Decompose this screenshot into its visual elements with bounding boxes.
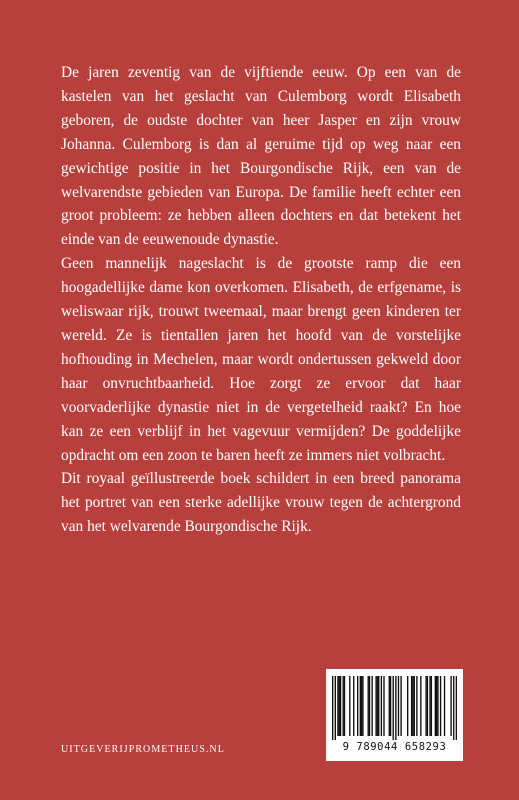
barcode-bar xyxy=(429,676,430,736)
blurb-text xyxy=(61,61,461,539)
barcode-bar xyxy=(344,676,345,736)
barcode-bar xyxy=(398,676,399,736)
barcode-bar xyxy=(390,676,391,736)
publisher-url: UITGEVERIJPROMETHEUS.NL xyxy=(61,744,225,755)
barcode-bar xyxy=(368,676,369,736)
barcode-bar xyxy=(414,676,415,736)
barcode-bar xyxy=(425,676,426,736)
blurb-paragraph: Dit royaal geïllustreerde boek schildert in een breed panorama het portret van een sterke adellijke vrouw tegen de achtergrond van het welvarende Bourgondische Rijk. xyxy=(61,470,461,536)
barcode-bar xyxy=(456,676,457,740)
barcode-bar xyxy=(332,676,333,740)
barcode-bar xyxy=(349,676,350,736)
barcode-bar xyxy=(371,676,372,736)
barcode-bar xyxy=(337,676,338,736)
barcode-bar xyxy=(375,676,376,736)
blurb-paragraph: De jaren zeventig van de vijftiende eeuw. Op een van de kastelen van het geslacht van Culemborg wordt Elisabeth geboren, de oudste dochter van heer Jasper en zijn vrouw Johanna. Culemborg is dan al geruime tijd op weg naar een gewichtige positie in het Bourgondische Rijk, een van de welvarendste gebieden van Europa. De familie heeft echter een groot probleem: ze hebben alleen dochters en dat betekent het einde van de eeuwenoude dynastie. xyxy=(61,64,461,249)
barcode-bar xyxy=(444,676,445,736)
barcode-bar xyxy=(407,676,408,736)
blurb-paragraph: Geen mannelijk nageslacht is de grootste ramp die een hoogadellijke dame kon overkomen. Elisabeth, de erfgename, is weliswaar rijk, trouwt tweemaal, maar brengt geen kinderen ter wereld. Ze is tientallen jaren het hoofd van de vorstelijke hofhouding in Mechelen, maar wordt ondertussen gekweld door haar onvruchtbaarheid. Hoe zorgt ze ervoor dat haar voorvaderlijke dynastie niet in de vergetelheid raakt? En hoe kan ze een verblijf in het vagevuur vermijden? De goddelijke opdracht om een zoon te baren heeft ze immers niet volbracht. xyxy=(61,255,461,464)
barcode-bar xyxy=(378,676,379,736)
barcode-bar xyxy=(435,676,436,736)
barcode-bar xyxy=(436,676,437,736)
barcode-bar xyxy=(362,676,363,736)
barcode-bar xyxy=(360,676,361,736)
barcode-bar xyxy=(420,676,421,736)
barcode-bar xyxy=(335,676,336,740)
barcode-bar xyxy=(431,676,432,736)
barcode-bar xyxy=(361,676,362,736)
barcode-bar xyxy=(395,676,396,740)
barcode-bar xyxy=(450,676,451,736)
barcode-bar xyxy=(411,676,412,736)
barcode-bar xyxy=(343,676,344,736)
barcode-bar xyxy=(453,676,454,740)
isbn-barcode xyxy=(326,669,463,761)
barcode-bar xyxy=(377,676,378,736)
barcode-bar xyxy=(412,676,413,736)
barcode-bar xyxy=(416,676,417,736)
barcode-bar xyxy=(339,676,340,736)
isbn-number: 9 789044 658293 xyxy=(342,741,447,753)
barcode-bar xyxy=(393,676,394,740)
barcode-bars xyxy=(332,676,457,740)
barcode-bar xyxy=(427,676,428,736)
barcode-bar xyxy=(357,676,358,736)
barcode-bar xyxy=(389,676,390,736)
barcode-bar xyxy=(440,676,441,736)
barcode-bar xyxy=(381,676,382,736)
barcode-bar xyxy=(400,676,401,736)
barcode-bar xyxy=(340,676,341,736)
barcode-bar xyxy=(383,676,384,736)
barcode-bar xyxy=(437,676,438,736)
barcode-bar xyxy=(353,676,354,736)
barcode-bar xyxy=(369,676,370,736)
